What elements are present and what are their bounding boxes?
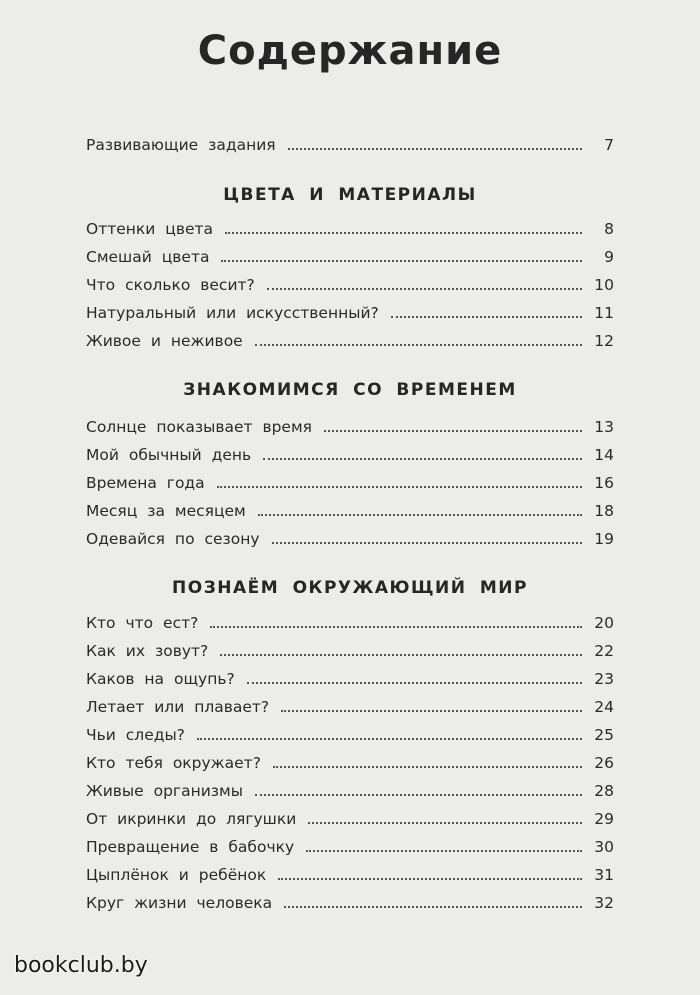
toc-entry[interactable]: [86, 886, 614, 912]
toc-entry[interactable]: [86, 438, 614, 464]
toc-entry-page: 16: [594, 474, 614, 492]
toc-entry-page: 13: [594, 418, 614, 436]
toc-entry[interactable]: [86, 662, 614, 688]
dot-leader: [272, 542, 582, 544]
toc-entry[interactable]: [86, 466, 614, 492]
toc-entry[interactable]: [86, 324, 614, 350]
toc-entry[interactable]: [86, 746, 614, 772]
toc-entry-label: Кто тебя окружает?: [86, 754, 261, 772]
dot-leader: [284, 906, 582, 908]
toc-entry-label: Натуральный или искусственный?: [86, 304, 379, 322]
dot-leader: [258, 514, 582, 516]
toc-entry-label: Летает или плавает?: [86, 698, 270, 716]
dot-leader: [306, 850, 582, 852]
toc-entry-page: 23: [594, 670, 614, 688]
toc-entry-page: 24: [594, 698, 614, 716]
dot-leader: [220, 654, 582, 656]
toc-entry[interactable]: [86, 774, 614, 800]
toc-entry-label: Превращение в бабочку: [86, 838, 295, 856]
section-heading-colors: ЦВЕТА И МАТЕРИАЛЫ: [223, 185, 477, 205]
toc-entry-page: 31: [594, 866, 614, 884]
toc-entry-label: Смешай цвета: [86, 248, 210, 266]
dot-leader: [267, 288, 582, 290]
toc-entry[interactable]: [86, 240, 614, 266]
dot-leader: [255, 794, 582, 796]
toc-entry-page: 28: [594, 782, 614, 800]
toc-entry-page: 22: [594, 642, 614, 660]
dot-leader: [217, 486, 582, 488]
toc-entry-page: 11: [594, 304, 614, 322]
toc-entry-intro[interactable]: [86, 128, 614, 154]
toc-entry-label: Времена года: [86, 474, 205, 492]
dot-leader: [391, 316, 582, 318]
toc-entry-label: Чьи следы?: [86, 726, 185, 744]
toc-entry[interactable]: [86, 494, 614, 520]
dot-leader: [210, 626, 582, 628]
toc-entry-page: 10: [594, 276, 614, 294]
toc-entry-page: 9: [604, 248, 614, 266]
dot-leader: [197, 738, 582, 740]
dot-leader: [221, 260, 582, 262]
toc-entry-page: 29: [594, 810, 614, 828]
toc-entry-page: 20: [594, 614, 614, 632]
toc-entry[interactable]: [86, 634, 614, 660]
toc-entry-label: Месяц за месяцем: [86, 502, 246, 520]
toc-entry-label: Мой обычный день: [86, 446, 252, 464]
toc-entry[interactable]: [86, 690, 614, 716]
dot-leader: [324, 430, 582, 432]
toc-entry[interactable]: [86, 802, 614, 828]
toc-entry-label: Круг жизни человека: [86, 894, 273, 912]
toc-entry[interactable]: [86, 268, 614, 294]
dot-leader: [278, 878, 582, 880]
toc-entry[interactable]: [86, 212, 614, 238]
dot-leader: [225, 232, 582, 234]
toc-entry[interactable]: [86, 606, 614, 632]
section-heading-world: ПОЗНАЁМ ОКРУЖАЮЩИЙ МИР: [172, 578, 528, 598]
toc-entry-label: Живые организмы: [86, 782, 243, 800]
toc-entry-page: 12: [594, 332, 614, 350]
toc-entry-page: 14: [594, 446, 614, 464]
toc-entry-page: 26: [594, 754, 614, 772]
dot-leader: [255, 344, 582, 346]
dot-leader: [273, 766, 582, 768]
toc-entry[interactable]: [86, 718, 614, 744]
toc-entry-page: 8: [604, 220, 614, 238]
toc-entry[interactable]: [86, 522, 614, 548]
toc-entry[interactable]: [86, 410, 614, 436]
dot-leader: [247, 682, 582, 684]
dot-leader: [263, 458, 582, 460]
toc-entry-label: Каков на ощупь?: [86, 670, 235, 688]
toc-entry-label: Оттенки цвета: [86, 220, 214, 238]
watermark: bookclub.by: [14, 953, 148, 978]
toc-entry-page: 19: [594, 530, 614, 548]
toc-entry[interactable]: [86, 858, 614, 884]
toc-entry-label: Как их зовут?: [86, 642, 209, 660]
toc-entry-label: Одевайся по сезону: [86, 530, 260, 548]
toc-entry-page: 7: [604, 136, 614, 154]
toc-entry[interactable]: [86, 830, 614, 856]
dot-leader: [288, 148, 582, 150]
dot-leader: [308, 822, 582, 824]
toc-entry-page: 25: [594, 726, 614, 744]
toc-entry-label: Цыплёнок и ребёнок: [86, 866, 267, 884]
page-title: Содержание: [197, 28, 503, 74]
toc-entry-label: Что сколько весит?: [86, 276, 255, 294]
toc-entry-label: Кто что ест?: [86, 614, 199, 632]
toc-entry-label: Развивающие задания: [86, 136, 276, 154]
toc-entry[interactable]: [86, 296, 614, 322]
dot-leader: [281, 710, 582, 712]
section-heading-time: ЗНАКОМИМСЯ СО ВРЕМЕНЕМ: [183, 380, 517, 400]
toc-entry-page: 18: [594, 502, 614, 520]
toc-entry-page: 32: [594, 894, 614, 912]
toc-entry-label: От икринки до лягушки: [86, 810, 297, 828]
toc-entry-page: 30: [594, 838, 614, 856]
toc-entry-label: Солнце показывает время: [86, 418, 312, 436]
toc-entry-label: Живое и неживое: [86, 332, 243, 350]
